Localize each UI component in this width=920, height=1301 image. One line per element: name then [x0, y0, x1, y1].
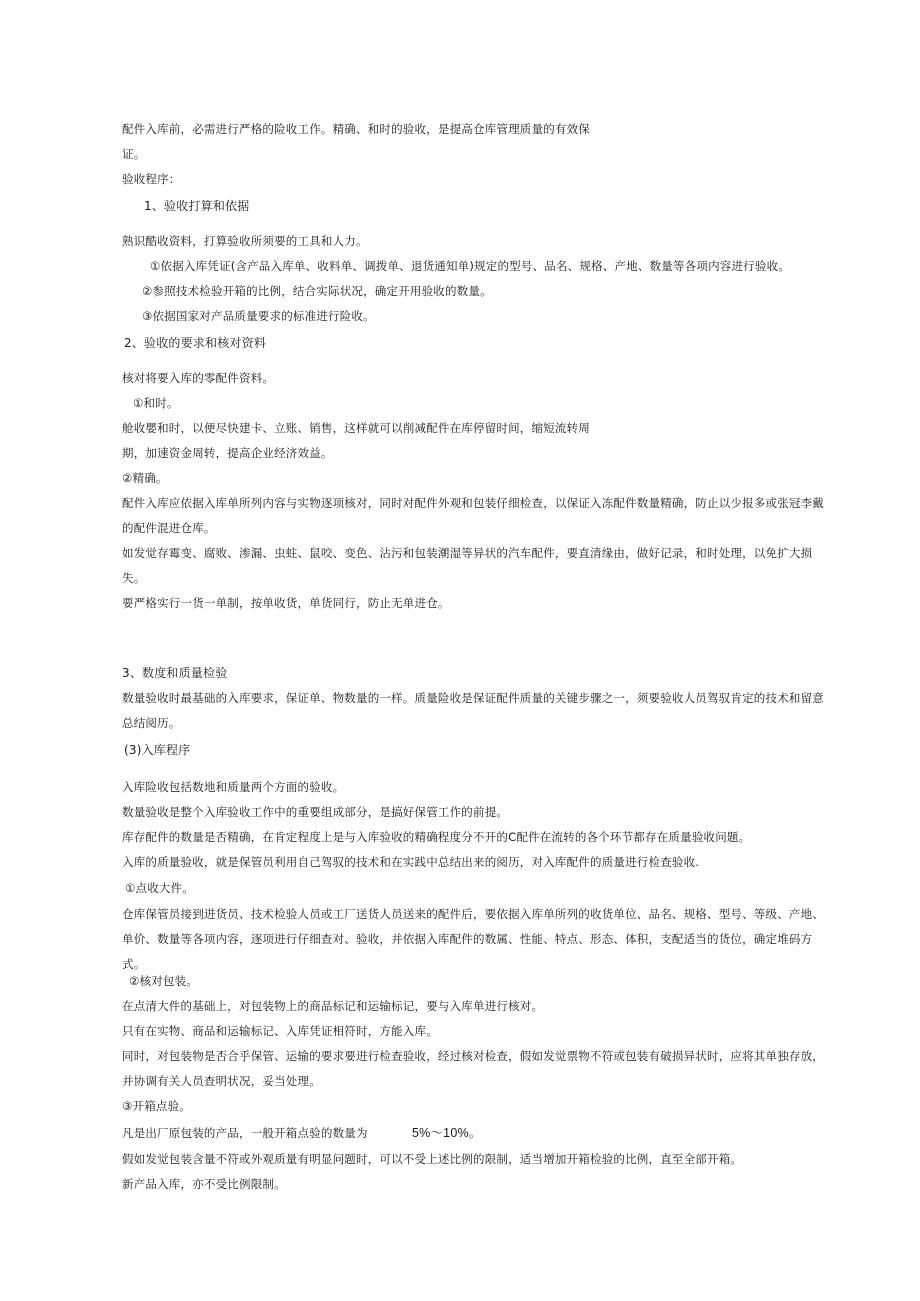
text-line: ③开箱点验。	[122, 1099, 192, 1113]
text-line: 式。	[122, 957, 146, 971]
text-line: 如发觉存霉变、腐败、渗漏、虫蛀、鼠咬、变色、沾污和包装潮湿等异状的汽车配件，要直清缘由，做好记录，和时处理，以免扩大损	[122, 546, 813, 560]
text-line: 新产品入库，亦不受比例限制。	[122, 1177, 286, 1191]
text-line: ②参照技术检验开箱的比例，结合实际状况，确定开用验收的数量。	[142, 284, 492, 298]
text-line: 期，加速资金周转，提高企业经济效益。	[122, 446, 333, 460]
text-line: 库存配件的数量是否精确，在肯定程度上是与入库验收的精确程度分不开的C配件在流转的各个环节都存在质量验收问题。	[122, 830, 751, 844]
text-line: 同时，对包装物是否合乎保管、运输的要求要进行检查验收，经过核对检查，假如发觉票物不符或包装有破损异状时，应将其单独存放，	[122, 1049, 824, 1063]
text-line: ①点收大件。	[125, 881, 195, 895]
percentage-range: 5%～10%。	[412, 1126, 482, 1140]
text-line: 只有在实物、商品和运输标记、入库凭证相符时，方能入库。	[122, 1024, 438, 1038]
text-line: 单价、数量等各项内容，逐项进行仔细查对、验收，并依据入库配件的数属、性能、特点、形态、体积，支配适当的货位，确定堆码方	[122, 932, 813, 946]
text-line: 要严格实行一货一单制，按单收货，单货同行，防止无单进仓。	[122, 596, 450, 610]
text-line: 并协调有关人员查明状况，妥当处理。	[122, 1074, 321, 1088]
text-line: 入库的质量验收，就是保管员利用自己驾驭的技术和在实践中总结出来的阅历，对入库配件的质量进行检查验收.	[122, 855, 700, 869]
text-line: 数量验收是整个入库验收工作中的重要组成部分，是搞好保管工作的前提。	[122, 805, 509, 819]
text-line: ②核对包装。	[129, 974, 199, 988]
text-line: 失。	[122, 571, 146, 585]
text-line: 熟识酷收资料，打算验收所须要的工具和人力。	[122, 234, 368, 248]
text-line: ②精确。	[122, 471, 168, 485]
text-line: 入库险收包括数地和质量两个方面的验收。	[122, 780, 345, 794]
text-line: 舱收嬰和时，以便尽快建卡、立账、销售，这样就可以削减配件在库停留时间，缩短流转周	[122, 421, 590, 435]
text-line: ①依据入库凭证(含产品入库单、收料单、调拨单、退货通知单)规定的型号、品名、规格、产地、数量等各项内容进行验收。	[150, 259, 790, 273]
text-line: 凡是出厂原包装的产品，一般开箱点验的数量为	[122, 1126, 368, 1140]
text-line: 假如发觉包装含量不符或外观质量有明显问题时，可以不受上述比例的限制，适当增加开箱检验的比例，直至全部开箱。	[122, 1152, 743, 1166]
text-line: 的配件混进仓库。	[122, 521, 216, 535]
text-line: 配件入库前，必需进行严格的险收工作。精确、和时的验收，是提高仓库管理质量的有效保	[122, 122, 590, 136]
text-line: 证。	[122, 147, 146, 161]
text-line: 核对将要入库的零配件资料。	[122, 371, 275, 385]
section-heading: (3)入库程序	[124, 743, 191, 757]
text-line: 在点清大件的基础上，对包装物上的商品标记和运输标记，要与入库单进行核对。	[122, 999, 544, 1013]
text-line: 数量验收时最基础的入库要求，保证单、物数量的一样。质量险收是保证配件质量的关键步骤之一，须要验收人员驾驭肯定的技术和留意	[122, 691, 824, 705]
text-line: ③依据国家对产品质量要求的标准进行险收。	[142, 309, 375, 323]
text-line: 仓库保管员接到进货员、技术检验人员或工厂送货人员送来的配件后，要依据入库单所列的收货单位、品名、规格、型号、等级、产地、	[122, 907, 824, 921]
text-line: 总结阅历。	[122, 716, 181, 730]
text-line: 验收程序：	[122, 172, 181, 186]
text-line: ①和时。	[133, 396, 179, 410]
text-line: 配件入库应依据入库单所列内容与实物逐项核对，同时对配件外观和包装仔细检查，以保证入冻配件数量精确，防止以少报多或张冠李戴	[122, 496, 824, 510]
section-heading: 3、数度和质量检验	[122, 666, 228, 680]
section-heading: 2、验收的要求和核对资料	[124, 336, 267, 350]
section-heading: 1、验收打算和依据	[144, 199, 250, 213]
